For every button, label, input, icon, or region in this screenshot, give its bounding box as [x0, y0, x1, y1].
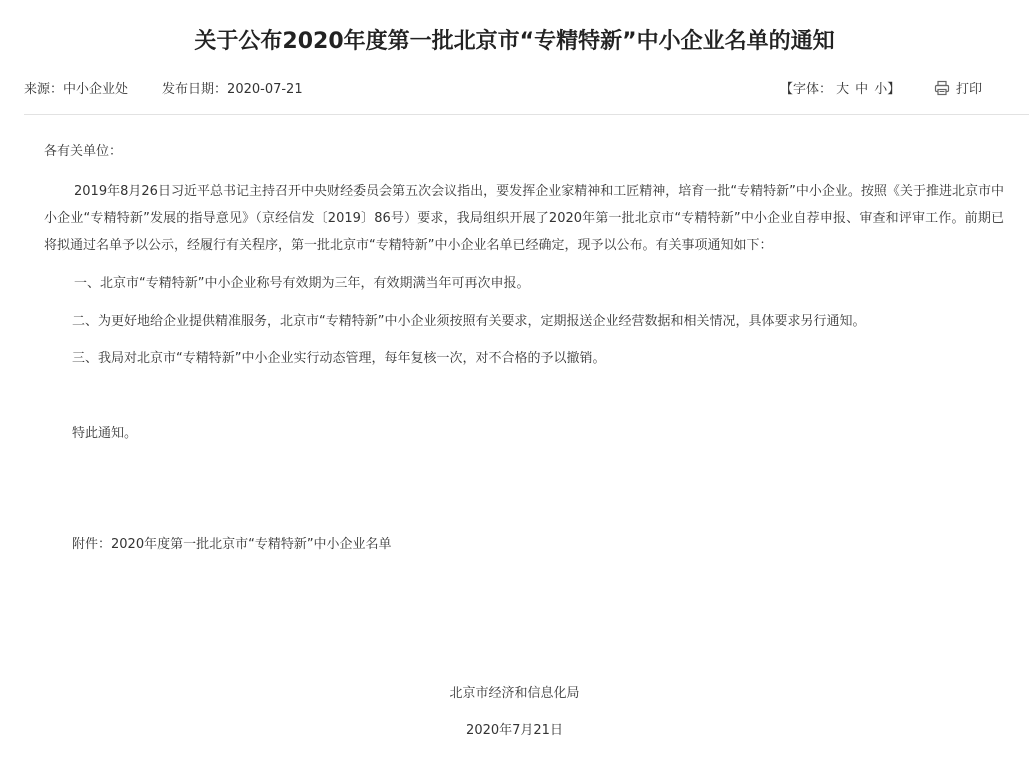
salutation: 各有关单位：: [44, 144, 123, 159]
source-label: 来源：: [24, 82, 64, 97]
header-divider: [24, 114, 1029, 115]
issue-date: 2020年7月21日: [466, 723, 563, 738]
date-value: 2020-07-21: [227, 82, 303, 97]
issuer-name: 北京市经济和信息化局: [449, 686, 580, 701]
notice-item-2: 二、为更好地给企业提供精准服务，北京市“专精特新”中小企业须按照有关要求，定期报送企业经营数据和相关情况，具体要求另行通知。: [72, 314, 866, 329]
date-label: 发布日期：: [162, 82, 228, 97]
font-size-close-bracket: 】: [887, 82, 901, 97]
notice-item-1: 一、北京市“专精特新”中小企业称号有效期为三年，有效期满当年可再次申报。: [74, 276, 530, 291]
paragraph-intro: 2019年8月26日习近平总书记主持召开中央财经委员会第五次会议指出，要发挥企业家精神和工匠精神，培育一批“专精特新”中小企业。按照《关于推进北京市中小企业“专精特新”发展的指导意见》（京经信发〔2019〕86号）要求，我局组织开展了2020年第一批北京市“专精特新”中小企业自荐申报、审查和评审工作。前期已将拟通过名单予以公示，经履行有关程序，第一批北京市“专精特新”中小企业名单已经确定，现予以公布。有关事项通知如下：: [44, 184, 1004, 253]
font-size-large-link[interactable]: 大: [836, 82, 850, 97]
print-label: 打印: [956, 82, 983, 97]
font-size-small-link[interactable]: 小: [874, 82, 888, 97]
font-size-switcher: [780, 78, 900, 102]
print-button[interactable]: [934, 78, 982, 102]
printer-icon: [934, 80, 950, 96]
font-size-medium-link[interactable]: 中: [855, 82, 869, 97]
attachment-link[interactable]: 附件：2020年度第一批北京市“专精特新”中小企业名单: [72, 537, 392, 552]
meta-left: [24, 78, 303, 102]
source-value: 中小企业处: [63, 82, 129, 97]
notice-item-3: 三、我局对北京市“专精特新”中小企业实行动态管理，每年复核一次，对不合格的予以撤销。: [72, 351, 606, 366]
article-meta: [0, 78, 1029, 102]
closing-text: 特此通知。: [72, 426, 138, 441]
page-title: 关于公布2020年度第一批北京市“专精特新”中小企业名单的通知: [194, 29, 835, 54]
font-size-label: 【字体：: [780, 82, 833, 97]
